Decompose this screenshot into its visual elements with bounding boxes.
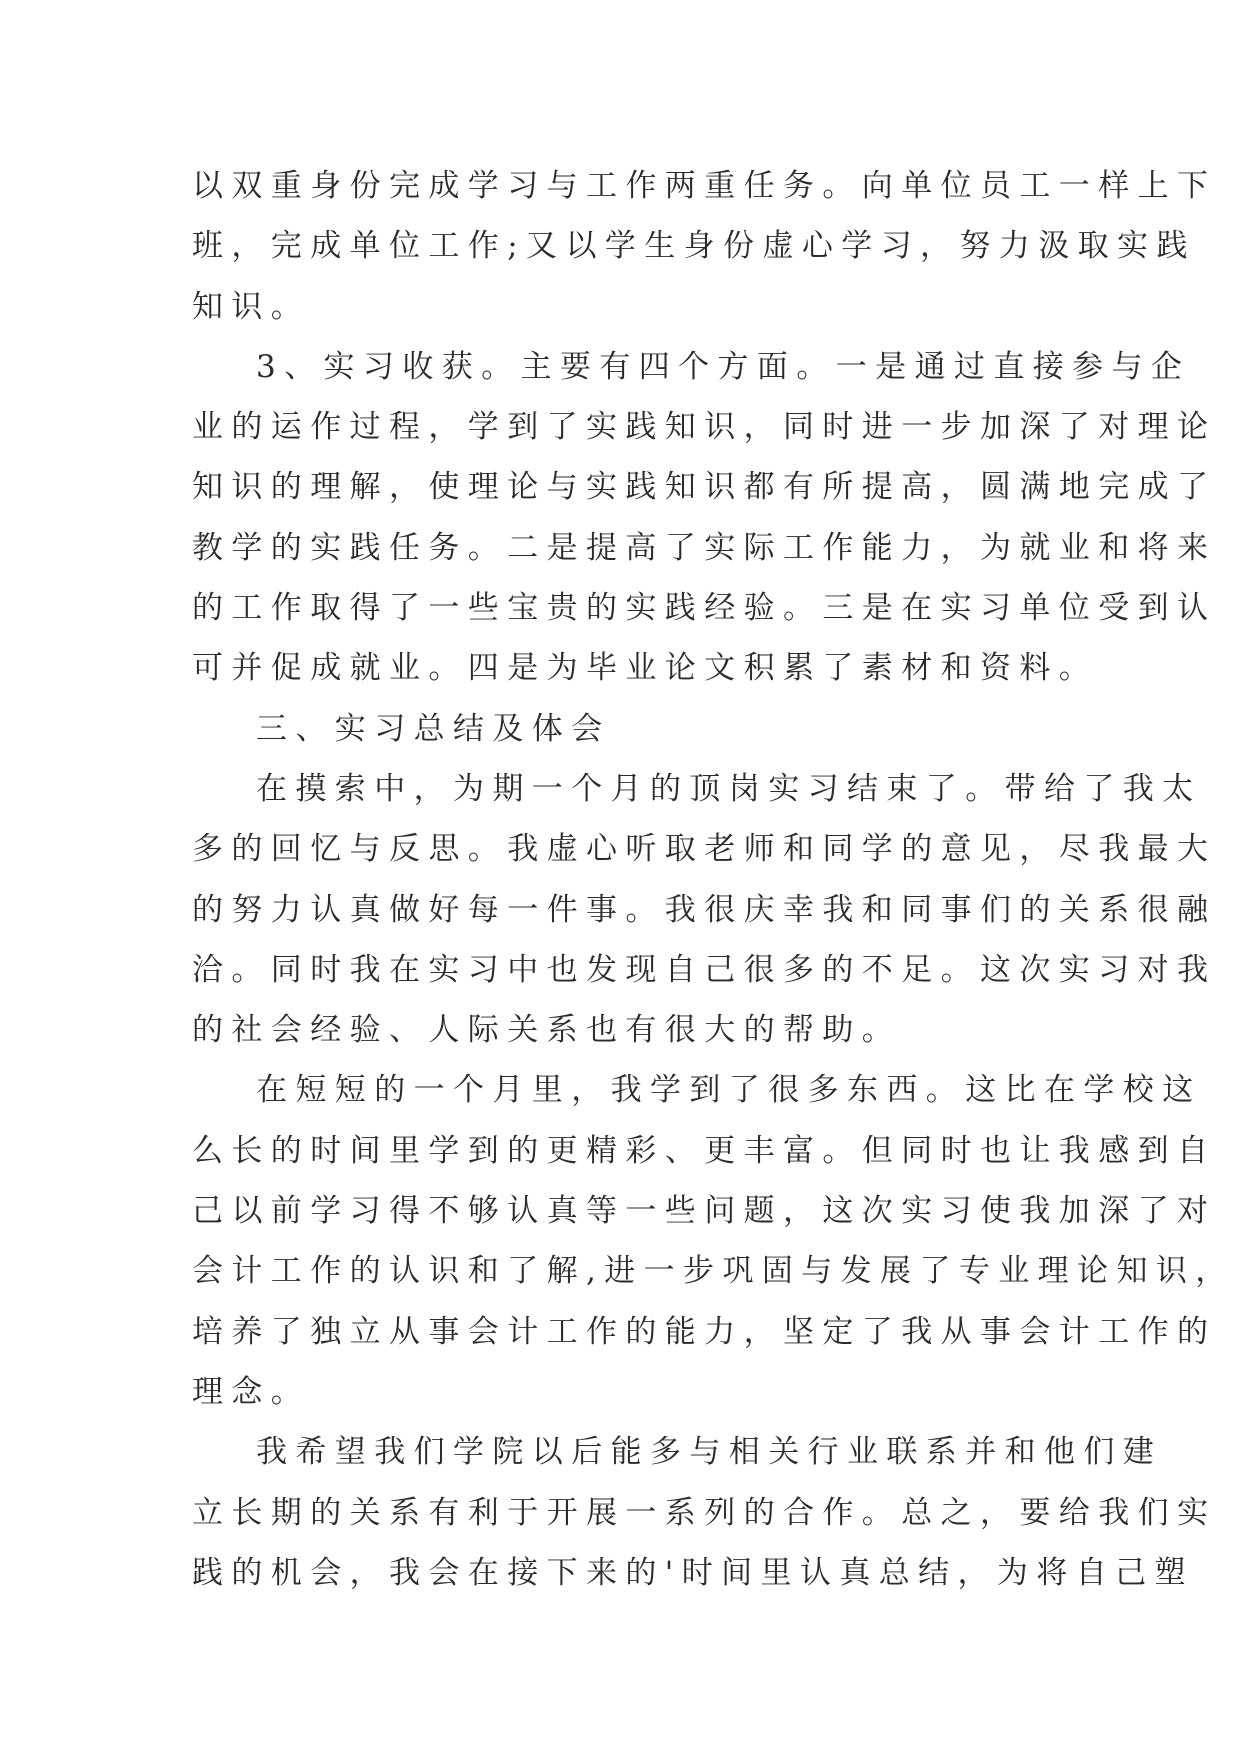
text-line: 理念。 bbox=[192, 1373, 311, 1410]
text-line: 培养了独立从事会计工作的能力，坚定了我从事会计工作的 bbox=[192, 1313, 1217, 1350]
text-line: 知识。 bbox=[192, 288, 311, 325]
text-line: 业的运作过程，学到了实践知识，同时进一步加深了对理论 bbox=[192, 409, 1217, 446]
text-line: 洽。同时我在实习中也发现自己很多的不足。这次实习对我 bbox=[192, 951, 1217, 988]
text-line: 会计工作的认识和了解,进一步巩固与发展了专业理论知识， bbox=[192, 1253, 1235, 1290]
text-line: 3、实习收获。主要有四个方面。一是通过直接参与企 bbox=[256, 348, 1191, 385]
text-line: 可并促成就业。四是为毕业论文积累了素材和资料。 bbox=[192, 650, 1099, 687]
text-line: 的努力认真做好每一件事。我很庆幸我和同事们的关系很融 bbox=[192, 891, 1217, 928]
text-line: 的工作取得了一些宝贵的实践经验。三是在实习单位受到认 bbox=[192, 590, 1217, 627]
text-line: 班，完成单位工作;又以学生身份虚心学习，努力汲取实践 bbox=[192, 228, 1196, 265]
text-line: 多的回忆与反思。我虚心听取老师和同学的意见，尽我最大 bbox=[192, 831, 1217, 868]
text-line: 教学的实践任务。二是提高了实际工作能力，为就业和将来 bbox=[192, 529, 1217, 566]
text-line: 么长的时间里学到的更精彩、更丰富。但同时也让我感到自 bbox=[192, 1132, 1217, 1169]
text-line: 己以前学习得不够认真等一些问题，这次实习使我加深了对 bbox=[192, 1193, 1217, 1230]
body-text bbox=[192, 156, 1235, 1603]
text-line: 三、实习总结及体会 bbox=[256, 710, 611, 747]
text-line: 的社会经验、人际关系也有很大的帮助。 bbox=[192, 1012, 902, 1049]
text-line: 以双重身份完成学习与工作两重任务。向单位员工一样上下 bbox=[192, 168, 1217, 204]
text-line: 我希望我们学院以后能多与相关行业联系并和他们建 bbox=[256, 1434, 1163, 1471]
text-line: 在短短的一个月里，我学到了很多东西。这比在学校这 bbox=[256, 1072, 1202, 1109]
text-line: 知识的理解，使理论与实践知识都有所提高，圆满地完成了 bbox=[192, 469, 1217, 506]
text-line: 在摸索中，为期一个月的顶岗实习结束了。带给了我太 bbox=[256, 770, 1202, 807]
text-line: 立长期的关系有利于开展一系列的合作。总之，要给我们实 bbox=[192, 1494, 1217, 1531]
text-line: 践的机会，我会在接下来的'时间里认真总结，为将自己塑 bbox=[192, 1554, 1194, 1591]
